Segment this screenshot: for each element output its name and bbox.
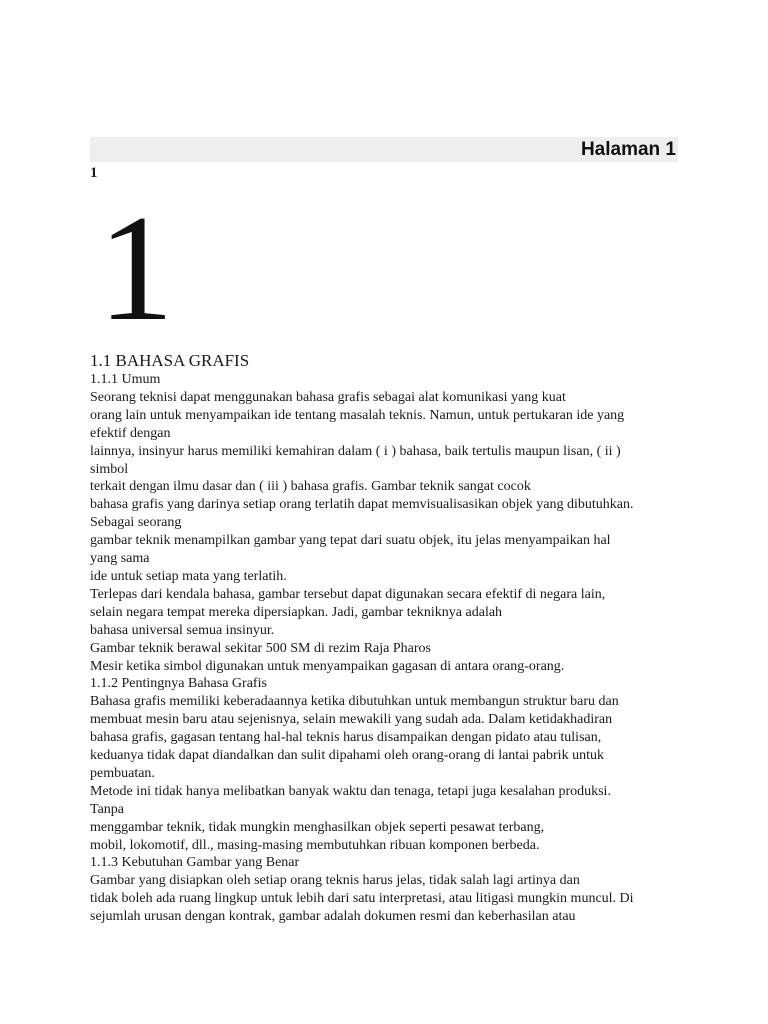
text-line: lainnya, insinyur harus memiliki kemahiran dalam ( i ) bahasa, baik tertulis maupun lisan, ( ii ) <box>90 443 621 459</box>
page-number: 1 <box>90 165 98 181</box>
text-line: bahasa grafis, gagasan tentang hal-hal teknis harus disampaikan dengan pidato atau tulisan, <box>90 730 602 746</box>
section-title: 1.1 BAHASA GRAFIS <box>90 351 250 370</box>
text-line: Bahasa grafis memiliki keberadaannya ketika dibutuhkan untuk membangun struktur baru dan <box>90 694 619 710</box>
text-line: Gambar yang disiapkan oleh setiap orang teknis harus jelas, tidak salah lagi artinya dan <box>90 873 580 889</box>
text-line: Metode ini tidak hanya melibatkan banyak waktu dan tenaga, tetapi juga kesalahan produksi. <box>90 783 611 799</box>
text-line: tidak boleh ada ruang lingkup untuk lebih dari satu interpretasi, atau litigasi mungkin muncul. Di <box>90 891 634 907</box>
text-line: selain negara tempat mereka dipersiapkan. Jadi, gambar tekniknya adalah <box>90 604 503 620</box>
text-line: simbol <box>90 461 129 477</box>
text-line: bahasa universal semua insinyur. <box>90 622 275 638</box>
page-header-title: Halaman 1 <box>580 139 676 160</box>
text-lines <box>90 371 680 926</box>
document-body <box>90 351 680 926</box>
text-line: terkait dengan ilmu dasar dan ( iii ) bahasa grafis. Gambar teknik sangat cocok <box>90 479 531 495</box>
text-line: 1.1.3 Kebutuhan Gambar yang Benar <box>90 855 300 871</box>
text-line: ide untuk setiap mata yang terlatih. <box>90 568 287 584</box>
text-line: Seorang teknisi dapat menggunakan bahasa grafis sebagai alat komunikasi yang kuat <box>90 389 566 405</box>
text-line: 1.1.2 Pentingnya Bahasa Grafis <box>90 676 267 692</box>
text-line: bahasa grafis yang darinya setiap orang terlatih dapat memvisualisasikan objek yang dibutuhkan. <box>90 497 634 513</box>
chapter-number: 1 <box>98 184 174 352</box>
text-line: mobil, lokomotif, dll., masing-masing membutuhkan ribuan komponen berbeda. <box>90 837 540 853</box>
text-line: yang sama <box>90 551 150 567</box>
text-line: sejumlah urusan dengan kontrak, gambar adalah dokumen resmi dan keberhasilan atau <box>90 909 576 925</box>
text-line: keduanya tidak dapat diandalkan dan sulit dipahami oleh orang-orang di lantai pabrik untuk <box>90 748 604 764</box>
text-line: Terlepas dari kendala bahasa, gambar tersebut dapat digunakan secara efektif di negara lain, <box>90 586 606 602</box>
text-line: 1.1.1 Umum <box>90 372 161 387</box>
text-line: Sebagai seorang <box>90 515 182 531</box>
text-line: efektif dengan <box>90 425 171 441</box>
text-line: pembuatan. <box>90 765 155 781</box>
text-line: Tanpa <box>90 801 125 817</box>
text-line: Gambar teknik berawal sekitar 500 SM di rezim Raja Pharos <box>90 640 431 656</box>
text-line: gambar teknik menampilkan gambar yang tepat dari suatu objek, itu jelas menyampaikan hal <box>90 533 611 549</box>
text-line: Mesir ketika simbol digunakan untuk menyampaikan gagasan di antara orang-orang. <box>90 658 565 674</box>
text-line: orang lain untuk menyampaikan ide tentang masalah teknis. Namun, untuk pertukaran ide yang <box>90 407 625 423</box>
text-line: membuat mesin baru atau sejenisnya, selain mewakili yang sudah ada. Dalam ketidakhadiran <box>90 712 613 728</box>
text-line: menggambar teknik, tidak mungkin menghasilkan objek seperti pesawat terbang, <box>90 819 545 835</box>
